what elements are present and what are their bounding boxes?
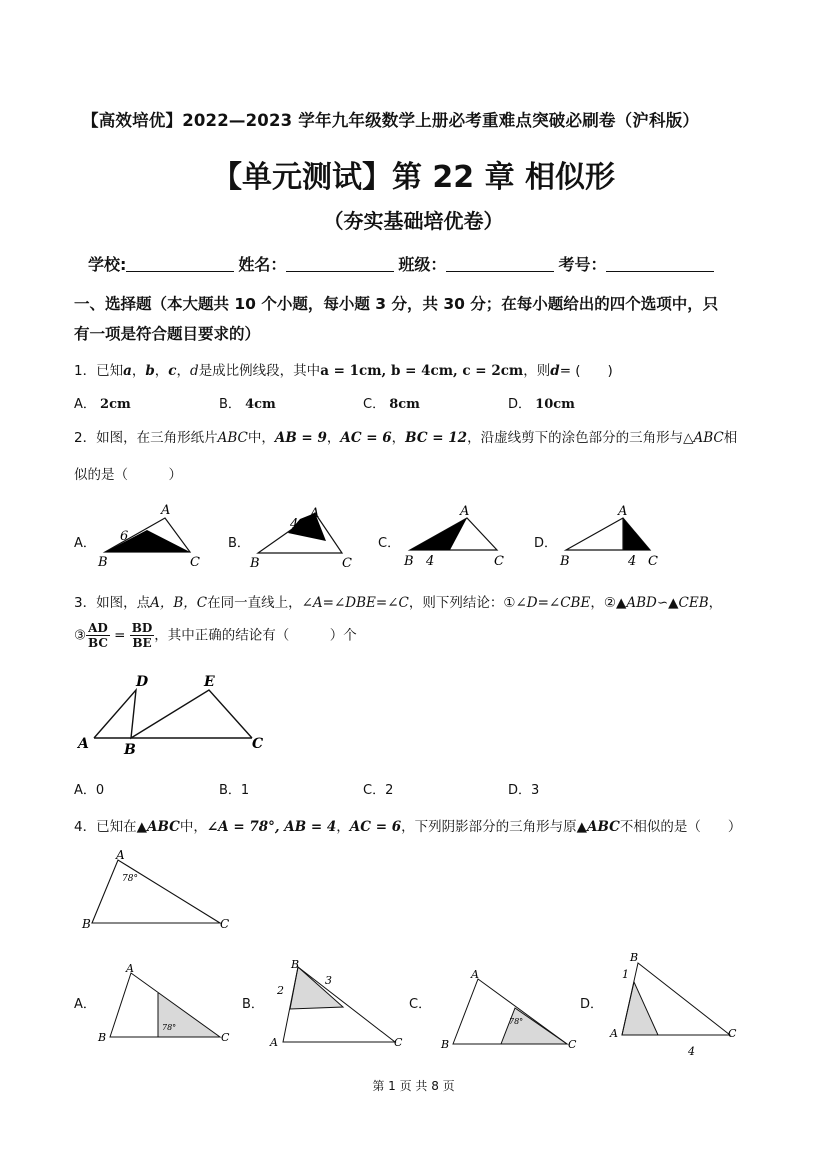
q1-a: a: [123, 363, 132, 379]
svg-text:6: 6: [120, 529, 129, 544]
svg-text:C: C: [190, 555, 200, 570]
svg-text:A: A: [460, 504, 470, 519]
svg-text:A: A: [126, 962, 134, 975]
svg-text:A: A: [618, 504, 628, 519]
svg-text:C: C: [252, 736, 264, 752]
svg-text:B: B: [291, 958, 300, 971]
svg-text:4: 4: [426, 554, 435, 569]
class-label: 班级：: [398, 255, 447, 274]
q2a-shaded-triangle: [105, 530, 190, 552]
q2-figure-d: [558, 503, 668, 573]
q2-figure-b: [250, 503, 360, 573]
q1-option-c[interactable]: C． 8cm: [363, 397, 420, 412]
q1-b: b: [145, 363, 155, 379]
student-info: [88, 252, 718, 275]
svg-text:78°: 78°: [162, 1023, 177, 1032]
section-heading-line2: 有一项是符合题目要求的）: [74, 325, 261, 343]
svg-text:4: 4: [628, 554, 637, 569]
question-2-line2: 似的是（ ）: [74, 467, 182, 483]
svg-text:A: A: [610, 1027, 618, 1040]
svg-text:A: A: [270, 1036, 278, 1049]
svg-text:A: A: [310, 506, 320, 521]
svg-text:B: B: [404, 554, 414, 569]
svg-text:D: D: [136, 674, 149, 690]
q2-option-b[interactable]: B．: [228, 536, 250, 551]
q2-figure-c: [402, 503, 512, 573]
name-blank[interactable]: [286, 257, 394, 272]
q3-option-a[interactable]: A．0: [74, 783, 105, 798]
q1-ask: d: [550, 363, 560, 379]
svg-text:C: C: [221, 1031, 230, 1044]
q1-option-a[interactable]: A． 2cm: [74, 397, 131, 412]
svg-text:B: B: [441, 1038, 450, 1051]
svg-text:4: 4: [688, 1045, 695, 1058]
svg-text:B: B: [124, 742, 136, 758]
svg-text:C: C: [394, 1036, 403, 1049]
class-blank[interactable]: [446, 257, 554, 272]
q1-mid: 是成比例线段，其中: [198, 363, 321, 379]
question-2: 2．如图，在三角形纸片ABC中，AB = 9，AC = 6，BC = 12，沿虚线剪下的涂色部分的三角形与△ABC相: [74, 430, 738, 446]
q2-option-a[interactable]: A．: [74, 536, 96, 551]
exam-no-blank[interactable]: [606, 257, 714, 272]
school-blank[interactable]: [126, 257, 234, 272]
svg-text:4: 4: [290, 517, 299, 532]
q4-option-b[interactable]: B．: [242, 997, 264, 1012]
svg-text:C: C: [494, 554, 504, 569]
exam-no-label: 考号：: [558, 255, 607, 274]
question-3-line2: ③ $\frac{AD}{BC}$ = $\frac{BD}{BE}$ ，其中正确的结论有（ ）个: [74, 621, 357, 650]
q1-d: d: [190, 363, 199, 379]
page-title: 【单元测试】第 22 章 相似形: [211, 160, 616, 195]
q3-figure: [76, 672, 276, 757]
svg-text:C: C: [568, 1038, 577, 1051]
q4-original-triangle: [80, 848, 250, 933]
svg-text:A: A: [78, 736, 89, 752]
svg-text:E: E: [204, 674, 215, 690]
question-3: 3．如图，点A，B，C在同一直线上，∠A=∠DBE=∠C，则下列结论：①∠D=∠CBE，②▲ABD∽▲CEB，: [74, 595, 723, 611]
svg-text:A: A: [471, 968, 479, 981]
q1-option-d[interactable]: D． 10cm: [508, 397, 575, 412]
page-subtitle: （夯实基础培优卷）: [323, 209, 504, 233]
svg-text:B: B: [560, 554, 570, 569]
svg-text:2: 2: [277, 984, 284, 997]
svg-text:C: C: [648, 554, 658, 569]
question-1: 1．已知a，b，c，d是成比例线段，其中a = 1cm, b = 4cm, c = 2cm，则d= ( ): [74, 363, 613, 379]
svg-text:A: A: [116, 848, 125, 862]
q3-option-b[interactable]: B．1: [219, 783, 250, 798]
q4-option-d[interactable]: D．: [580, 997, 604, 1012]
q1-then: ，则: [523, 363, 551, 379]
q1-option-b[interactable]: B． 4cm: [219, 397, 276, 412]
q2-option-d[interactable]: D．: [534, 536, 558, 551]
svg-text:1: 1: [622, 968, 629, 981]
q1-c: c: [168, 363, 177, 379]
svg-text:B: B: [82, 917, 91, 931]
svg-text:3: 3: [325, 974, 332, 987]
svg-text:78°: 78°: [509, 1017, 524, 1026]
question-4: 4．已知在▲ABC中，∠A = 78°, AB = 4，AC = 6，下列阴影部分的三角形与原▲ABC不相似的是（ ）: [74, 819, 742, 835]
q1-eq: = ( ): [559, 363, 613, 379]
q4-figure-d: [608, 950, 753, 1060]
q4-figure-c: [441, 966, 591, 1056]
svg-text:B: B: [98, 1031, 107, 1044]
svg-text:B: B: [630, 951, 639, 964]
q2-option-c[interactable]: C．: [378, 536, 401, 551]
q1-prefix: 1．已知: [74, 363, 124, 379]
q4-figure-b: [265, 954, 415, 1050]
q3-option-d[interactable]: D．3: [508, 783, 540, 798]
q3-option-c[interactable]: C．2: [363, 783, 394, 798]
svg-text:78°: 78°: [122, 874, 138, 884]
header: 【高效培优】2022—2023 学年九年级数学上册必考重难点突破必刷卷（沪科版）: [82, 111, 700, 130]
svg-text:A: A: [161, 503, 171, 518]
section-heading-line1: 一、选择题（本大题共 10 个小题，每小题 3 分，共 30 分；在每小题给出的四个选项中，只: [74, 295, 719, 313]
svg-text:C: C: [728, 1027, 737, 1040]
svg-text:B: B: [98, 555, 108, 570]
q4-option-a[interactable]: A．: [74, 997, 96, 1012]
school-label: 学校:: [88, 255, 127, 274]
q1-condition: a = 1cm, b = 4cm, c = 2cm: [320, 363, 524, 379]
q2-figure-a: [95, 500, 205, 572]
svg-text:C: C: [220, 917, 230, 931]
svg-text:B: B: [250, 556, 260, 571]
svg-text:C: C: [342, 556, 352, 571]
page-footer: 第 1 页 共 8 页: [372, 1079, 455, 1093]
q4-option-c[interactable]: C．: [409, 997, 432, 1012]
name-label: 姓名：: [238, 255, 287, 274]
q4-figure-a: [98, 960, 243, 1050]
